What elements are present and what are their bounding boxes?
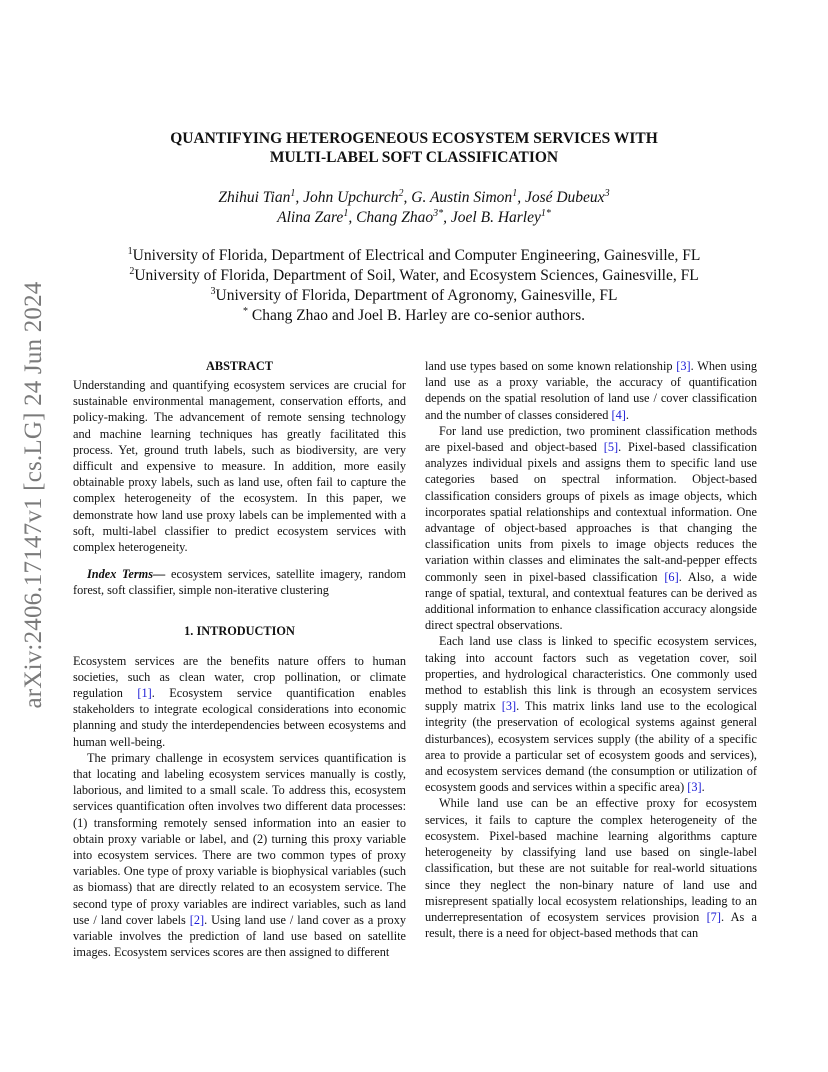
author-line-1 — [100, 188, 728, 208]
author-separator: , — [295, 189, 304, 206]
citation-link[interactable]: [ 2 ] — [190, 913, 204, 927]
text-run: . As a result, there is a need for object-based methods that can — [425, 909, 758, 941]
text-run: . Ecosystem service quantification enables stakeholders to integrate ecological considerations into economic planning and study the interdependencies between ecosystems and human well-being. — [73, 686, 406, 749]
title-line-1: QUANTIFYING HETEROGENEOUS ECOSYSTEM SERVICES WITH — [170, 130, 658, 147]
author-separator: , — [443, 209, 451, 226]
affiliation-mark: 2 — [129, 266, 135, 277]
co-senior-note — [80, 306, 748, 326]
intro-heading: 1. INTRODUCTION — [184, 623, 295, 638]
author-affil-mark: 2 — [398, 188, 404, 199]
citation-link[interactable]: [ 4 ] — [611, 408, 625, 422]
citation-link[interactable]: [ 1 ] — [137, 686, 151, 700]
affiliation-text: University of Florida, Department of Soil, Water, and Ecosystem Sciences, Gainesville, FL — [134, 267, 699, 284]
affiliation-list — [80, 246, 748, 326]
author-separator: , — [348, 209, 357, 226]
author-affil-mark: 1 — [343, 208, 349, 219]
left-column — [73, 358, 406, 961]
text-run: land use types based on some known relationship — [425, 359, 677, 373]
abstract-text: Understanding and quantifying ecosystem services are crucial for sustainable environmental management, conservation efforts, and policy-making. The advancement of remote sensing technology and machine learning techniques has greatly facilitated this process. Yet, ground truth labels, such as biodiversity, are very difficult and expensive to measure. In addition, more easily obtainable proxy labels, such as land use, often fail to capture the complex heterogeneity of the ecosystem. In this paper, we demonstrate how land use proxy labels can be implemented with a soft, multi-label classifier to predict ecosystem services with complex heterogeneity. — [73, 378, 406, 555]
right-column — [425, 358, 757, 941]
author-name: Chang Zhao — [356, 209, 434, 226]
title-line-2: MULTI-LABEL SOFT CLASSIFICATION — [269, 149, 559, 166]
text-run: . Using land use / land cover as a proxy variable involves the prediction of land use based on satellite images. Ecosystem services scores are then assigned to different — [73, 912, 406, 960]
author-affil-mark: 3* — [433, 208, 444, 219]
citation-link[interactable]: [ 3 ] — [687, 780, 701, 794]
author-line-2 — [100, 208, 728, 228]
affiliation-mark: 1 — [127, 246, 133, 257]
text-run: . This matrix links land use to the ecological integrity (the preservation of ecological systems against general disturbances), ecosystem services supply (the ability of a specific area to provide a particular set of ecosystem goods and services), and ecosystem services demand (the consumption or utilization of ecosystem goods and services within a specific area) — [425, 699, 758, 795]
author-name: John Upchurch — [303, 189, 399, 206]
body-paragraph — [425, 423, 757, 634]
citation-link[interactable]: [ 5 ] — [604, 440, 618, 454]
author-name: José Dubeux — [524, 189, 605, 206]
citation-link[interactable]: [ 7 ] — [707, 910, 721, 924]
author-affil-mark: 1 — [290, 188, 296, 199]
affiliation — [80, 246, 748, 266]
author-name: Zhihui Tian — [218, 189, 291, 206]
text-run: For land use prediction, two prominent classification methods are pixel-based and object-based — [425, 423, 757, 455]
affiliation-text: Chang Zhao and Joel B. Harley are co-senior authors. — [247, 307, 586, 324]
citation-link[interactable]: [ 3 ] — [676, 359, 690, 373]
body-paragraph — [425, 633, 757, 795]
author-name: Alina Zare — [277, 209, 344, 226]
affiliation-text: University of Florida, Department of Agronomy, Gainesville, FL — [215, 287, 618, 304]
affiliation — [80, 266, 748, 286]
text-run: . Also, a wide range of spatial, textural, and contextual features can be derived as additional information to enhance classification accuracy alongside direct spectral observations. — [425, 569, 757, 633]
text-run: . — [701, 780, 705, 795]
affiliation-text: University of Florida, Department of Electrical and Computer Engineering, Gainesville, FL — [132, 247, 701, 264]
index-terms — [73, 566, 406, 598]
intro-paragraph-2 — [73, 750, 406, 961]
author-affil-mark: 3 — [604, 188, 610, 199]
author-affil-mark: 1* — [540, 208, 551, 219]
citation-link[interactable]: [ 3 ] — [502, 699, 516, 713]
author-separator: , — [403, 189, 412, 206]
author-list — [100, 188, 728, 228]
text-run: Ecosystem services are the benefits nature offers to human societies, such as clean water, crop pollination, or climate regulation — [73, 653, 406, 701]
text-run: Each land use class is linked to specific ecosystem services, taking into account factors such as vegetation cover, soil properties, and hydrological characteristics. One commonly used method to establish this link is through an ecosystem services supply matrix — [425, 634, 757, 714]
abstract-heading: ABSTRACT — [206, 359, 273, 373]
paper-title — [100, 129, 728, 167]
text-run: . When using land use as a proxy variable, the accuracy of quantification depends on the spatial resolution of land use / cover classification and the number of classes considered — [425, 359, 757, 422]
affiliation-mark: 3 — [210, 286, 216, 297]
intro-paragraph-1 — [73, 653, 406, 750]
author-name: G. Austin Simon — [411, 189, 513, 206]
affiliation — [80, 286, 748, 306]
author-separator: , — [517, 189, 525, 206]
body-paragraph — [425, 358, 757, 423]
index-terms-label: Index Terms— — [87, 567, 166, 582]
text-run: . — [625, 407, 629, 422]
text-run: While land use can be an effective proxy for ecosystem services, it fails to capture the complex heterogeneity of the ecosystem. Pixel-based machine learning algorithms capture heterogeneity by classifying land use based on single-label classification, but these are not suitable for real-world situations since they neglect the non-binary nature of land use and misrepresent spatially local ecosystem relationships, leading to an underrepresentation of ecosystem services provision — [425, 796, 757, 924]
body-paragraph — [425, 795, 757, 941]
author-affil-mark: 1 — [512, 188, 518, 199]
text-run: . Pixel-based classification analyzes individual pixels and assigns them to specific land use categories based on spectral information. Object-based classification considers groups of pixels as image objects, which incorporates spatial relationships and contextual information. One advantage of object-based approaches is that changing the classification units from pixels to image objects reduces the variation within classes and eliminates the salt-and-pepper effects commonly seen in pixel-based classification — [425, 440, 757, 584]
affiliation-mark: * — [242, 306, 248, 317]
author-name: Joel B. Harley — [450, 209, 541, 226]
index-terms-text: ecosystem services, satellite imagery, random forest, soft classifier, simple non-iterative clustering — [73, 567, 406, 598]
arxiv-sidebar-stamp — [14, 281, 54, 709]
text-run: The primary challenge in ecosystem services quantification is that locating and labeling ecosystem services manually is costly, laborious, and limited to a small scale. To address this, ecosystem services quantification often involves two different data processes: (1) transforming remotely sensed information into an easier to obtain proxy variable or label, and (2) turning this proxy variable into ecosystem services. There are two common types of proxy variables. One type of proxy variable is biophysical variables (such as biomass) that are directly related to an ecosystem service. The second type of proxy variables are indirect variables, such as land use / land cover labels — [73, 750, 406, 927]
arxiv-identifier: arXiv:2406.17147v1 [cs.LG] 24 Jun 2024 — [20, 281, 47, 709]
citation-link[interactable]: [ 6 ] — [664, 570, 678, 584]
